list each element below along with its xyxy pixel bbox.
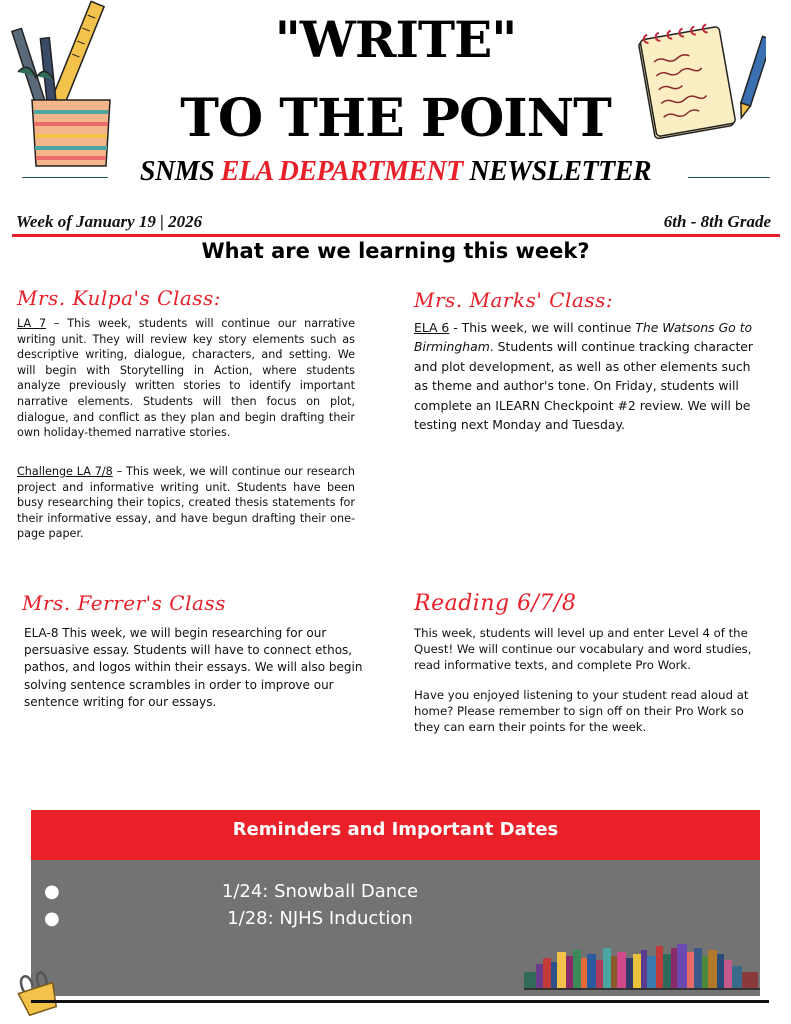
kulpa-text-1: – This week, students will continue our narrative writing unit. They will review key story elements such as descriptive writing, dialogue, characters, and setting. We will begin with Storytelling in Action, where students analyze previously written stories to identify important narrative elements. Students will then focus on plot, dialogue, and conflict as they plan and begin drafting their own holiday-themed narrative stories. bbox=[17, 317, 355, 440]
newsletter-title-line2: TO THE POINT bbox=[180, 88, 611, 149]
reading-heading: Reading 6/7/8 bbox=[414, 591, 577, 616]
week-label: Week of January 19 | 2026 bbox=[16, 212, 203, 231]
marks-heading: Mrs. Marks' Class: bbox=[414, 288, 614, 312]
kulpa-heading: Mrs. Kulpa's Class: bbox=[17, 286, 222, 310]
bullet-icon: ● bbox=[44, 908, 60, 929]
kulpa-paragraph-2 bbox=[17, 464, 355, 542]
books-icon bbox=[524, 944, 760, 990]
marks-course-ela6: ELA 6 bbox=[414, 320, 450, 335]
reminder-item: 1/28: NJHS Induction bbox=[227, 908, 413, 929]
newsletter-subtitle bbox=[0, 156, 791, 188]
subtitle-newsletter: NEWSLETTER bbox=[469, 156, 652, 187]
kulpa-course-challenge: Challenge LA 7/8 bbox=[17, 465, 113, 478]
reminders-title: Reminders and Important Dates bbox=[31, 810, 760, 860]
ferrer-paragraph: ELA-8 This week, we will begin researching for our persuasive essay. Students will have to connect ethos, pathos, and logos within their essays. We will also begin solving sentence scrambles in order to improve our sentence writing for our essays. bbox=[24, 626, 363, 709]
reading-paragraph-1: This week, students will level up and enter Level 4 of the Quest! We will continue our vocabulary and word studies, read informative texts, and complete Pro Work. bbox=[414, 626, 752, 672]
reminder-item: 1/24: Snowball Dance bbox=[221, 881, 419, 902]
grade-label: 6th - 8th Grade bbox=[663, 212, 771, 231]
ferrer-heading: Mrs. Ferrer's Class bbox=[22, 591, 226, 615]
newsletter-title-line1: "WRITE" bbox=[274, 10, 517, 69]
marks-book-title: The Watsons Go to Birmingham bbox=[414, 320, 753, 355]
subtitle-school: SNMS bbox=[139, 156, 215, 187]
section-question: What are we learning this week? bbox=[201, 239, 590, 263]
marks-text-a: - This week, we will continue bbox=[449, 320, 636, 335]
marks-text-b: . Students will continue tracking character and plot development, as well as other elements such as theme and author's tone. On Friday, students will complete an ILEARN Checkpoint #2 review. We will be testing next Monday and Tuesday. bbox=[414, 339, 754, 433]
footer-divider bbox=[31, 1000, 769, 1003]
kulpa-paragraph-1 bbox=[17, 316, 355, 441]
reading-paragraph-2: Have you enjoyed listening to your student read aloud at home? Please remember to sign off on their Pro Work so they can earn their points for the week. bbox=[414, 688, 749, 734]
marks-paragraph bbox=[414, 318, 764, 434]
subtitle-department: ELA DEPARTMENT bbox=[220, 156, 463, 187]
kulpa-course-la7: LA 7 bbox=[17, 317, 47, 330]
kulpa-text-2: – This week, we will continue our research project and informative writing unit. Students have been busy researching their topics, created thesis statements for their informative essay, and have begun drafting their one-page paper. bbox=[17, 465, 355, 541]
header-divider bbox=[12, 234, 780, 237]
binder-clip-icon bbox=[12, 966, 62, 1018]
bullet-icon: ● bbox=[44, 881, 60, 902]
